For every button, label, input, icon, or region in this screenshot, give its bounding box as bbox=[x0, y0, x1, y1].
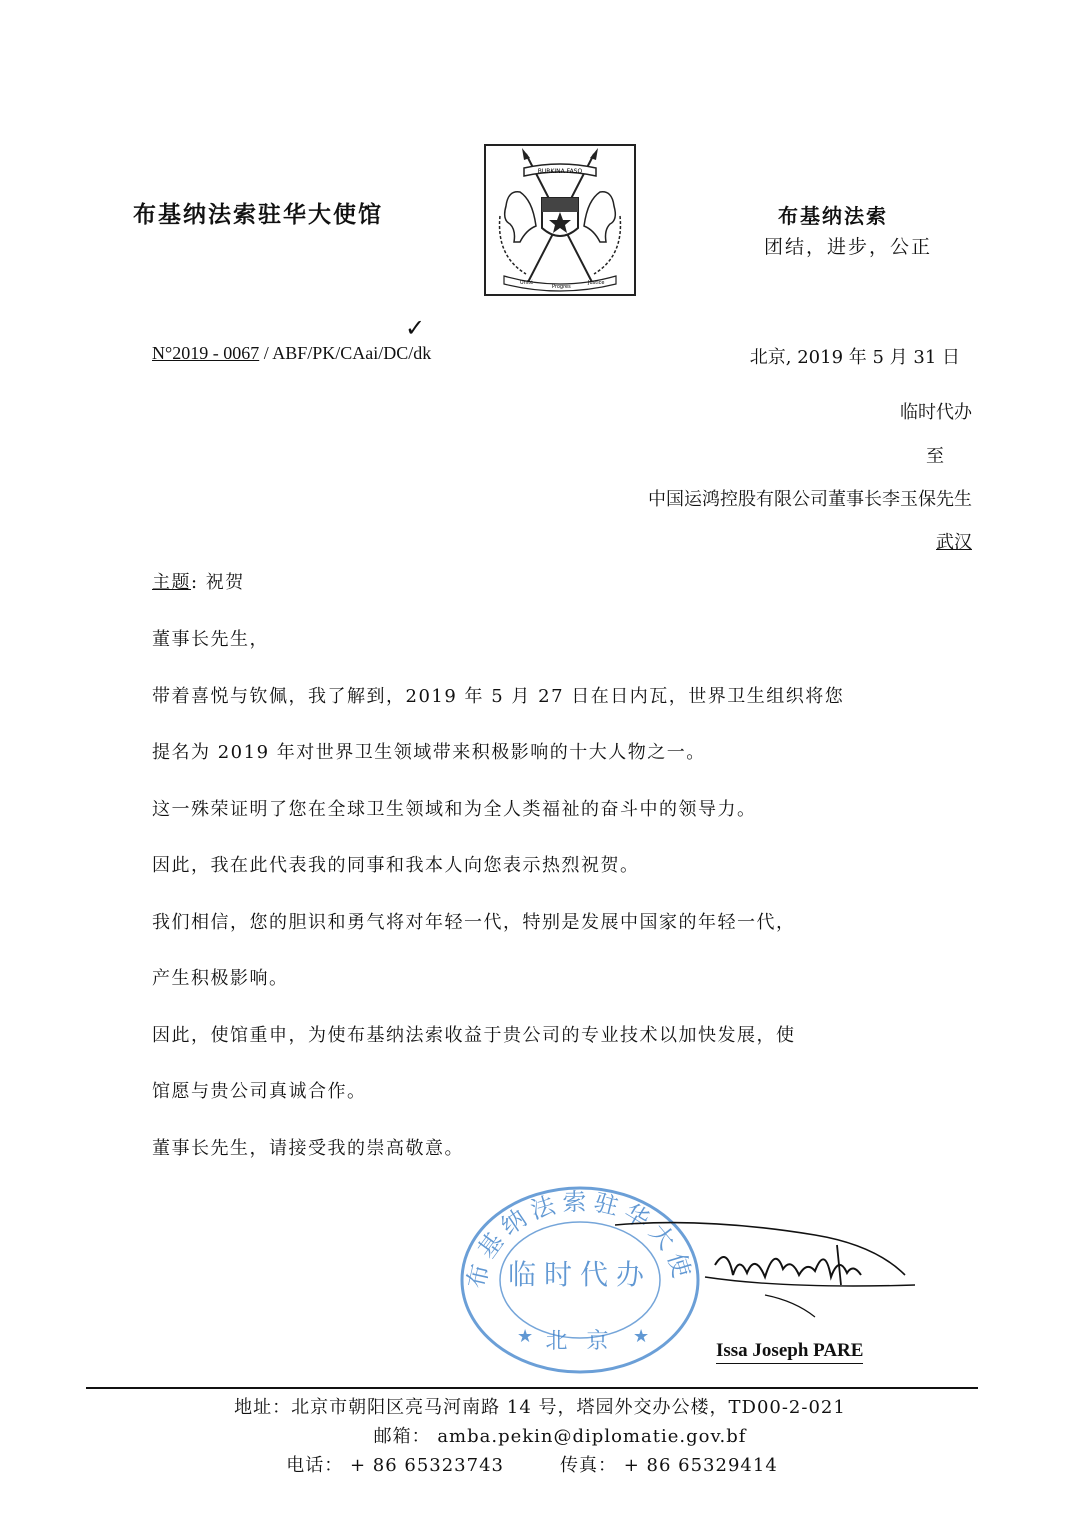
subject-label: 主题 bbox=[152, 572, 191, 593]
paragraph-line: 因此，我在此代表我的同事和我本人向您表示热烈祝贺。 bbox=[152, 855, 640, 876]
letter-date: 北京, 2019 年 5 月 31 日 bbox=[749, 347, 960, 368]
coat-of-arms-emblem bbox=[484, 144, 636, 296]
to-label: 至 bbox=[926, 446, 944, 467]
stamp-bottom-text: 北 京 bbox=[545, 1329, 615, 1354]
paragraph-line: 我们相信，您的胆识和勇气将对年轻一代，特别是发展中国家的年轻一代， bbox=[152, 912, 796, 933]
stamp-center-text: 临时代办 bbox=[507, 1258, 653, 1291]
check-mark-icon: ✓ bbox=[405, 314, 426, 342]
signer-name: Issa Joseph PARE bbox=[716, 1340, 863, 1364]
addressee-city: 武汉 bbox=[936, 532, 972, 553]
embassy-name: 布基纳法索驻华大使馆 bbox=[133, 201, 383, 228]
national-motto: 团结，进步，公正 bbox=[764, 236, 933, 258]
reference-number-main: N°2019 - 0067 bbox=[152, 343, 260, 363]
reference-number bbox=[152, 343, 431, 364]
paragraph-line: 产生积极影响。 bbox=[152, 968, 289, 989]
stamp-star-left-icon: ★ bbox=[517, 1326, 534, 1347]
footer-fax: 传真： + 86 65329414 bbox=[560, 1455, 778, 1476]
footer-contact bbox=[0, 1451, 1072, 1477]
handwritten-signature bbox=[615, 1205, 915, 1325]
footer-divider bbox=[86, 1387, 978, 1389]
emblem-ribbon-right: Justice bbox=[588, 280, 605, 286]
footer-email: 邮箱： amba.pekin@diplomatie.gov.bf bbox=[373, 1426, 747, 1447]
subject-line bbox=[152, 568, 245, 594]
stamp-star-right-icon: ★ bbox=[633, 1326, 650, 1347]
reference-number-suffix: / ABF/PK/CAai/DC/dk bbox=[259, 343, 432, 363]
footer-address: 地址：北京市朝阳区亮马河南路 14 号，塔园外交办公楼，TD00-2-021 bbox=[234, 1397, 846, 1418]
sender-title: 临时代办 bbox=[900, 402, 972, 423]
subject-value: : 祝贺 bbox=[191, 572, 245, 593]
footer-phone: 电话： + 86 65323743 bbox=[286, 1455, 504, 1476]
paragraph-line: 馆愿与贵公司真诚合作。 bbox=[152, 1081, 367, 1102]
country-name: 布基纳法索 bbox=[778, 204, 888, 228]
paragraph-line: 这一殊荣证明了您在全球卫生领域和为全人类福祉的奋斗中的领导力。 bbox=[152, 799, 757, 820]
paragraph-line: 带着喜悦与钦佩，我了解到，2019 年 5 月 27 日在日内瓦，世界卫生组织将您 bbox=[152, 686, 845, 707]
addressee: 中国运鸿控股有限公司董事长李玉保先生 bbox=[648, 489, 972, 510]
closing-line: 董事长先生，请接受我的崇高敬意。 bbox=[152, 1138, 464, 1159]
emblem-ribbon-center: Progrès bbox=[552, 284, 571, 290]
paragraph-line: 因此，使馆重申，为使布基纳法索收益于贵公司的专业技术以加快发展，使 bbox=[152, 1025, 796, 1046]
stamp-ring-text: 布基纳法索驻华大使 bbox=[461, 1187, 698, 1292]
emblem-ribbon-left: Unité bbox=[520, 280, 534, 286]
emblem-banner-text: BURKINA FASO bbox=[537, 168, 583, 175]
salutation: 董事长先生， bbox=[152, 629, 269, 650]
paragraph-line: 提名为 2019 年对世界卫生领域带来积极影响的十大人物之一。 bbox=[152, 742, 706, 763]
